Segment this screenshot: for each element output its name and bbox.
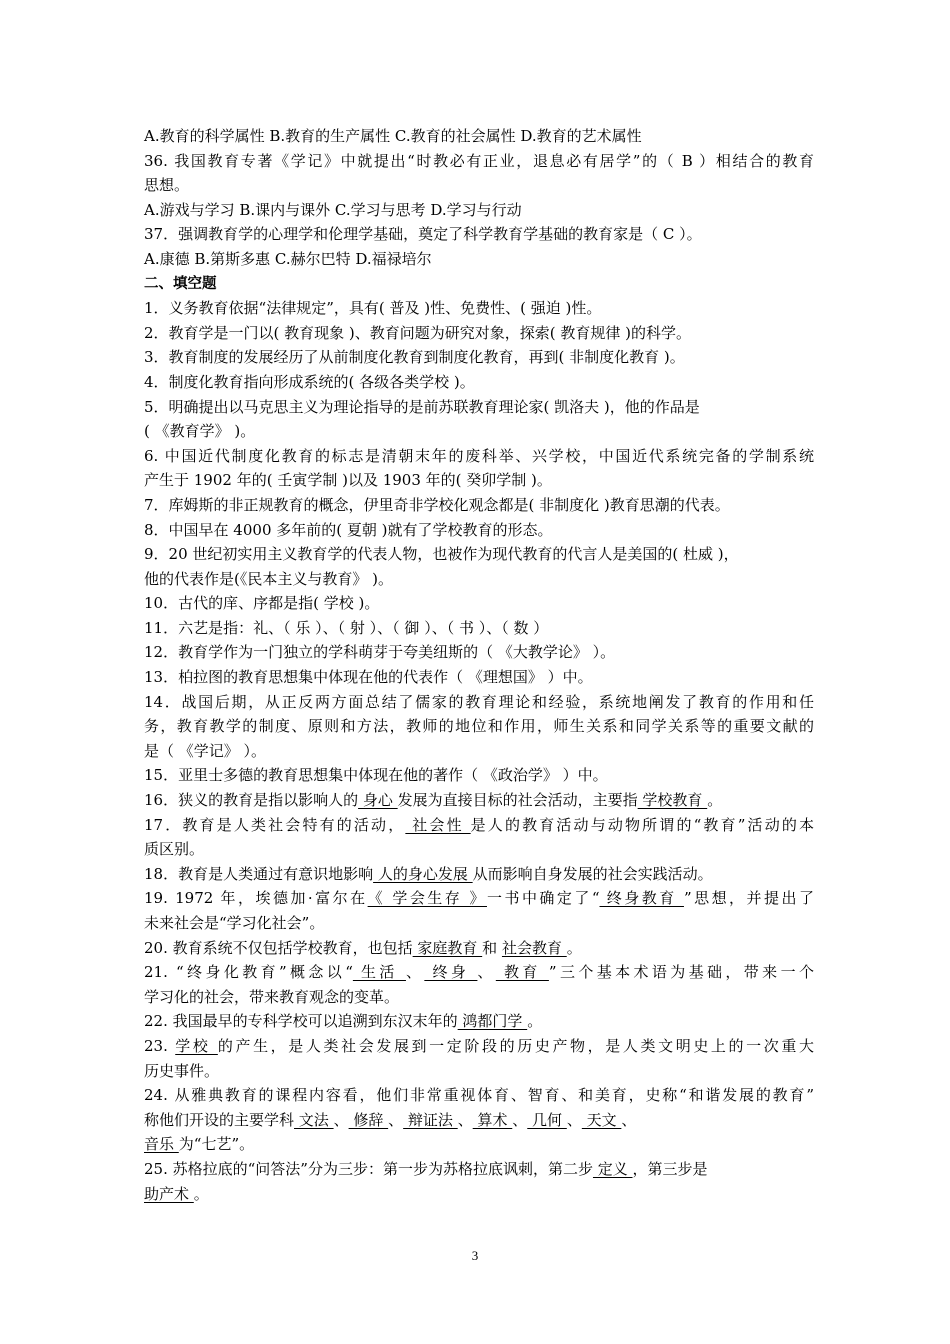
text-line — [144, 911, 814, 936]
filled-blank-answer: 社会教育 — [501, 938, 567, 957]
text-segment: ”三个基本术语为基础，带来一个 — [548, 963, 814, 982]
text-line — [144, 640, 814, 665]
text-segment: 质区别。 — [144, 840, 205, 859]
text-segment: 、 — [333, 1110, 349, 1129]
text-line — [144, 518, 814, 543]
text-segment: 25. 苏格拉底的“问答法”分为三步：第一步为苏格拉底讽刺，第二步 — [144, 1159, 593, 1178]
text-line — [144, 788, 814, 813]
text-segment: 8．中国早在 4000 多年前的( 夏朝 )就有了学校教育的形态。 — [144, 520, 553, 539]
text-segment: 。 — [707, 791, 723, 810]
text-segment: 是（ 《学记》 ）。 — [144, 741, 267, 760]
text-segment: 产生于 1902 年的( 壬寅学制 )以及 1903 年的( 癸卯学制 )。 — [144, 471, 552, 490]
text-segment: 9．20 世纪初实用主义教育学的代表人物，也被作为现代教育的代言人是美国的( 杜威 )， — [144, 545, 739, 564]
filled-blank-answer: 辩证法 — [403, 1110, 458, 1129]
filled-blank-answer: 助产术 — [144, 1184, 194, 1203]
text-segment: 15．亚里士多德的教育思想集中体现在他的著作（ 《政治学》 ）中。 — [144, 766, 608, 785]
text-segment: ( 《教育学》 )。 — [144, 422, 256, 441]
text-segment: 7．库姆斯的非正规教育的概念，伊里奇非学校化观念都是( 非制度化 )教育思潮的代表。 — [144, 495, 730, 514]
filled-blank-answer: 学校 — [175, 1036, 218, 1055]
section-heading — [144, 272, 814, 297]
text-segment: 。 — [193, 1184, 209, 1203]
text-segment: 24. 从雅典教育的课程内容看，他们非常重视体育、智育、和美育，史称“和谐发展的教育” — [144, 1086, 814, 1105]
text-segment: 为“七艺”。 — [178, 1135, 255, 1154]
text-line — [144, 1182, 814, 1207]
text-line — [144, 1034, 814, 1059]
text-line — [144, 690, 814, 715]
text-line — [144, 542, 814, 567]
filled-blank-answer: 家庭教育 — [412, 938, 483, 957]
filled-blank-answer: 人的身心发展 — [373, 864, 473, 883]
text-segment: 发展为直接目标的社会活动，主要指 — [397, 791, 638, 810]
text-line — [144, 198, 814, 223]
filled-blank-answer: 终身教育 — [599, 889, 684, 908]
filled-blank-answer: 几何 — [527, 1110, 567, 1129]
text-line — [144, 763, 814, 788]
text-segment: 思想。 — [144, 176, 190, 195]
text-segment: 、 — [512, 1110, 528, 1129]
page-number: 3 — [471, 1248, 479, 1263]
text-segment: 21. “终身化教育”概念以“ — [144, 963, 353, 982]
text-line — [144, 1083, 814, 1108]
filled-blank-answer: 教育 — [495, 963, 549, 982]
filled-blank-answer: 终身 — [424, 963, 478, 982]
filled-blank-answer: 定义 — [592, 1159, 633, 1178]
text-segment: 6. 中国近代制度化教育的标志是清朝末年的废科举、兴学校，中国近代系统完备的学制系统 — [144, 446, 814, 465]
text-segment: 10．古代的庠、序都是指( 学校 )。 — [144, 594, 380, 613]
text-segment: 2．教育学是一门以( 教育现象 )、教育问题为研究对象，探索( 教育规律 )的科学。 — [144, 323, 692, 342]
text-segment: 11．六艺是指：礼、（ 乐 ）、（ 射 ）、（ 御 ）、（ 书 ）、（ 数 ） — [144, 618, 549, 637]
filled-blank-answer: 文法 — [294, 1110, 334, 1129]
text-line — [144, 616, 814, 641]
text-line — [144, 444, 814, 469]
filled-blank-answer: 社会性 — [405, 815, 471, 834]
text-line — [144, 739, 814, 764]
text-segment: 。 — [566, 938, 582, 957]
text-segment: ，第三步是 — [632, 1159, 708, 1178]
filled-blank-answer: 音乐 — [144, 1135, 179, 1154]
text-line — [144, 321, 814, 346]
text-segment: 20. 教育系统不仅包括学校教育，也包括 — [144, 938, 413, 957]
filled-blank-answer: 修辞 — [348, 1110, 389, 1129]
text-segment: 4．制度化教育指向形成系统的( 各级各类学校 )。 — [144, 372, 475, 391]
text-line — [144, 862, 814, 887]
text-line — [144, 1108, 814, 1133]
text-segment: 5．明确提出以马克思主义为理论指导的是前苏联教育理论家( 凯洛夫 )，他的作品是 — [144, 397, 700, 416]
text-line — [144, 1132, 814, 1157]
text-segment: 37．强调教育学的心理学和伦理学基础，奠定了科学教育学基础的教育家是（ C ）。 — [144, 225, 702, 244]
text-line — [144, 419, 814, 444]
text-line — [144, 345, 814, 370]
text-segment: ”思想，并提出了 — [683, 889, 814, 908]
text-line — [144, 1059, 814, 1084]
text-segment: 、 — [457, 1110, 473, 1129]
text-segment: 。 — [527, 1012, 543, 1031]
text-segment: 12．教育学作为一门独立的学科萌芽于夸美纽斯的（ 《大教学论》 ）。 — [144, 643, 616, 662]
text-line — [144, 960, 814, 985]
text-line — [144, 370, 814, 395]
text-segment: 18．教育是人类通过有意识地影响 — [144, 864, 374, 883]
text-segment: A.康德 B.第斯多惠 C.赫尔巴特 D.福禄培尔 — [144, 249, 432, 268]
text-segment: 二、填空题 — [144, 275, 217, 292]
text-segment: 、 — [566, 1110, 582, 1129]
text-segment: 历史事件。 — [144, 1061, 220, 1080]
text-segment: 1．义务教育依据“法律规定”，具有( 普及 )性、免费性、( 强迫 )性。 — [144, 299, 602, 318]
filled-blank-answer: 学校教育 — [637, 791, 708, 810]
text-line — [144, 665, 814, 690]
text-line — [144, 985, 814, 1010]
text-segment: A.游戏与学习 B.课内与课外 C.学习与思考 D.学习与行动 — [144, 200, 522, 219]
text-segment: 他的代表作是(《民本主义与教育》 )。 — [144, 569, 393, 588]
text-line — [144, 886, 814, 911]
text-segment: 、 — [388, 1110, 404, 1129]
text-segment: 和 — [482, 938, 502, 957]
text-line — [144, 567, 814, 592]
text-segment: 14．战国后期，从正反两方面总结了儒家的教育理论和经验，系统地阐发了教育的作用和任 — [144, 692, 814, 711]
text-segment: A.教育的科学属性 B.教育的生产属性 C.教育的社会属性 D.教育的艺术属性 — [144, 127, 642, 145]
text-segment: 从而影响自身发展的社会实践活动。 — [472, 864, 713, 883]
text-segment: 、 — [477, 963, 496, 982]
text-line — [144, 222, 814, 247]
text-line — [144, 468, 814, 493]
text-segment: 学习化的社会，带来教育观念的变革。 — [144, 987, 400, 1006]
filled-blank-answer: 算术 — [472, 1110, 513, 1129]
text-segment: 22. 我国最早的专科学校可以追溯到东汉末年的 — [144, 1012, 458, 1031]
text-segment: 称他们开设的主要学科 — [144, 1110, 295, 1129]
text-segment: 、 — [405, 963, 425, 982]
text-segment: 17．教育是人类社会特有的活动， — [144, 815, 406, 834]
text-segment: 16．狭义的教育是指以影响人的 — [144, 791, 359, 810]
filled-blank-answer: 生活 — [352, 963, 406, 982]
text-line — [144, 591, 814, 616]
text-segment: 务，教育教学的制度、原则和方法，教师的地位和作用，师生关系和同学关系等的重要文献的 — [144, 717, 814, 736]
text-line — [144, 124, 814, 149]
text-line — [144, 296, 814, 321]
text-segment: 一书中确定了“ — [486, 889, 600, 908]
text-line — [144, 173, 814, 198]
text-line — [144, 1157, 814, 1182]
text-line — [144, 395, 814, 420]
text-segment: 是人的教育活动与动物所谓的“教育”活动的本 — [470, 815, 815, 834]
filled-blank-answer: 天文 — [581, 1110, 622, 1129]
page-body-text — [144, 124, 814, 1206]
text-line — [144, 813, 814, 838]
filled-blank-answer: 身心 — [358, 791, 398, 810]
text-segment: 23. — [144, 1036, 176, 1055]
text-segment: 36. 我国教育专著《学记》中就提出“时教必有正业，退息必有居学”的（ B ）相结合的教育 — [144, 151, 814, 170]
text-segment: 3．教育制度的发展经历了从前制度化教育到制度化教育，再到( 非制度化教育 )。 — [144, 348, 685, 367]
text-line — [144, 149, 814, 174]
text-line — [144, 1009, 814, 1034]
text-line — [144, 247, 814, 272]
text-line — [144, 936, 814, 961]
filled-blank-answer: 《 学会生存 》 — [367, 889, 487, 908]
text-segment: 、 — [621, 1110, 637, 1129]
text-line — [144, 493, 814, 518]
text-segment: 的产生，是人类社会发展到一定阶段的历史产物，是人类文明史上的一次重大 — [217, 1036, 814, 1055]
filled-blank-answer: 鸿都门学 — [457, 1012, 528, 1031]
text-line — [144, 714, 814, 739]
text-segment: 13．柏拉图的教育思想集中体现在他的代表作（ 《理想国》 ）中。 — [144, 668, 593, 687]
text-segment: 未来社会是“学习化社会”。 — [144, 914, 325, 932]
text-line — [144, 837, 814, 862]
text-segment: 19. 1972 年，埃德加·富尔在 — [144, 889, 368, 908]
